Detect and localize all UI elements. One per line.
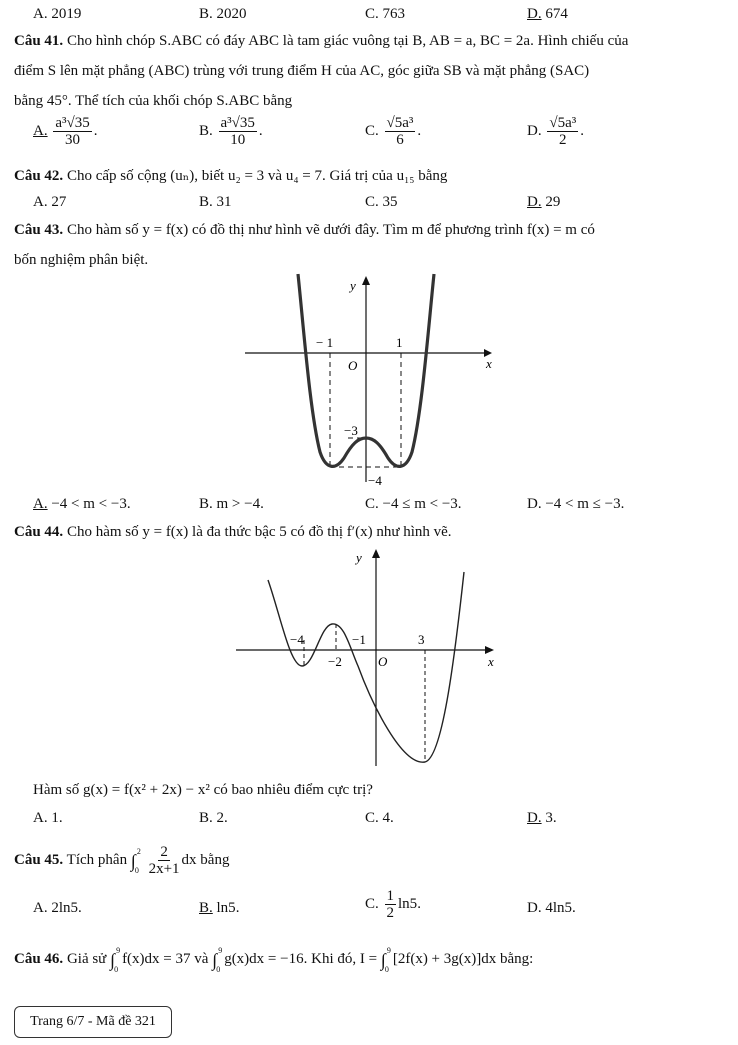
y-axis-arrow xyxy=(362,276,370,285)
tick-minus4: −4 xyxy=(368,473,382,488)
q46-text: Câu 46. Giả sử ∫ 9 0 f(x)dx = 37 và ∫ 9 0 g(x)dx = −16. Khi đó, I = ∫ 9 0 [2f(x) + 3g(x)]dx bằng: xyxy=(14,945,534,974)
option-c: C. 35 xyxy=(365,194,398,210)
origin-label: O xyxy=(348,358,358,373)
option-c: C. $\frac{\text{√5a³}}{6}$ . xyxy=(365,115,422,148)
tick-minus1: −1 xyxy=(352,632,366,647)
x-label: x xyxy=(486,356,492,371)
integral-sign: ∫ 9 0 xyxy=(212,945,223,974)
option-a: A. 2ln5. xyxy=(33,900,82,916)
derivative-curve xyxy=(268,572,464,762)
option-a: A. 1. xyxy=(33,810,63,826)
q43-line1: Câu 43. Cho hàm số y = f(x) có đồ thị như hình vẽ dưới đây. Tìm m để phương trình f(x) = m có xyxy=(14,222,595,238)
option-a: A. −4 < m < −3. xyxy=(33,496,131,512)
option-d: D. $\frac{\text{√5a³}}{2}$ . xyxy=(527,115,584,148)
q41-line2: điểm S lên mặt phẳng (ABC) trùng với trung điểm H của AC, góc giữa SB và mặt phẳng (SAC) xyxy=(14,63,590,79)
q42-text: Câu 42. Cho cấp số cộng (uₙ), biết u₂ = 3 và u₄ = 7. Giá trị của u₁₅ bằng xyxy=(14,168,448,184)
option-c: C. 763 xyxy=(365,6,406,22)
option-b: B. 31 xyxy=(199,194,232,210)
option-d: D. 674 xyxy=(527,6,568,22)
origin-label: O xyxy=(378,654,388,669)
option-d: D. 29 xyxy=(527,194,561,210)
q41-line1: Câu 41. Cho hình chóp S.ABC có đáy ABC là tam giác vuông tại B, AB = a, BC = 2a. Hình chiếu của xyxy=(14,33,629,49)
option-a: A. $\frac{\text{a³√35}}{30}$ . xyxy=(33,115,98,148)
y-label: y xyxy=(356,550,362,565)
q44-question: Hàm số g(x) = f(x² + 2x) − x² có bao nhiêu điểm cực trị? xyxy=(33,782,373,798)
answer-row-q45 xyxy=(33,888,723,932)
q44-text: Câu 44. Cho hàm số y = f(x) là đa thức bậc 5 có đồ thị f′(x) như hình vẽ. xyxy=(14,524,452,540)
x-axis-arrow xyxy=(485,646,494,654)
tick-minus1: − 1 xyxy=(316,335,334,350)
y-axis-arrow xyxy=(372,549,380,558)
option-b: B. $\frac{\text{a³√35}}{10}$ . xyxy=(199,115,263,148)
answer-row-q41 xyxy=(33,115,723,159)
option-c: C. −4 ≤ m < −3. xyxy=(365,496,462,512)
integral-sign: ∫ 9 0 xyxy=(380,945,391,974)
option-d: D. −4 < m ≤ −3. xyxy=(527,496,625,512)
integral-sign: ∫ 9 0 xyxy=(110,945,121,974)
tick-minus3: −3 xyxy=(344,423,358,438)
answer-row-q43 xyxy=(33,496,723,518)
q45-text: Câu 45. Tích phân ∫ 2 0 $\frac{2}{2x+1}$ dx bằng xyxy=(14,838,724,882)
tick-3: 3 xyxy=(418,632,425,647)
integral-sign: ∫ 2 0 xyxy=(130,846,141,875)
option-d: D. 3. xyxy=(527,810,557,826)
option-a: A. 2019 xyxy=(33,6,82,22)
option-b: B. 2. xyxy=(199,810,228,826)
option-c: C. $\frac{1}{2}$ ln5. xyxy=(365,888,421,921)
tick-1: 1 xyxy=(396,335,403,350)
y-label: y xyxy=(350,278,356,293)
option-a: A. 27 xyxy=(33,194,67,210)
tick-minus4: −4 xyxy=(290,632,304,647)
option-c: C. 4. xyxy=(365,810,394,826)
option-b: B. 2020 xyxy=(199,6,247,22)
q43-line2: bốn nghiệm phân biệt. xyxy=(14,252,149,268)
page-footer: Trang 6/7 - Mã đề 321 xyxy=(14,1006,172,1038)
answer-row-q40 xyxy=(33,6,723,28)
answer-row-q42 xyxy=(33,194,723,216)
option-b: B. ln5. xyxy=(199,900,240,916)
q41-line3: bằng 45°. Thể tích của khối chóp S.ABC bằng xyxy=(14,93,293,109)
tick-minus2: −2 xyxy=(328,654,342,669)
q44-graph xyxy=(232,544,512,770)
option-b: B. m > −4. xyxy=(199,496,264,512)
option-d: D. 4ln5. xyxy=(527,900,576,916)
x-label: x xyxy=(488,654,494,669)
q43-graph xyxy=(240,272,510,492)
